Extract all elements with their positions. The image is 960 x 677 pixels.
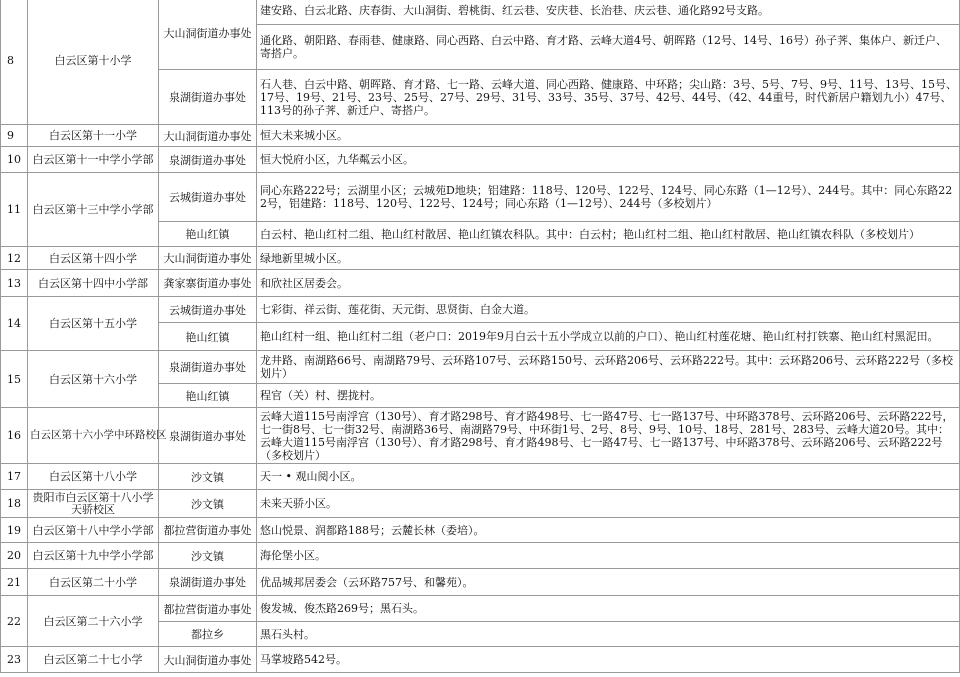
district-office: 沙文镇 [159,464,257,490]
zone-description: 同心东路222号；云湖里小区；云城苑D地块；铝建路：118号、120号、122号、124号、同心东路（1—12号）、244号。其中：同心东路222号，铝建路：118号、120号、122号、124号；同心东路（1—12号）、244号（多校划片） [257,173,960,222]
zone-description: 马掌坡路542号。 [257,647,960,673]
school-name: 白云区第十一中学小学部 [28,147,159,173]
zone-description: 俊发城、俊杰路269号；黑石头。 [257,596,960,622]
district-office: 泉湖街道办事处 [159,351,257,384]
school-name: 白云区第十八中学小学部 [28,518,159,543]
row-number: 10 [1,147,28,173]
district-office: 艳山红镇 [159,384,257,408]
district-office: 龚家寨街道办事处 [159,270,257,297]
zone-description: 石人巷、白云中路、朝晖路、育才路、七一路、云峰大道、同心西路、健康路、中环路；尖山路：3号、5号、7号、9号、11号、13号、15号、17号、19号、21号、23号、25号、27号、29号、31号、33号、35号、37号、42号、44号、（42、44重号，时代新居户籍划九小）47号、113号的孙子荠、新迁户、寄搭户。 [257,70,960,125]
row-number: 18 [1,490,28,518]
zone-description: 云峰大道115号南浮宫（130号）、育才路298号、育才路498号、七一路47号、七一路137号、中环路378号、云环路206号、云环路222号，七一街8号、七一街32号、南湖路36号、南湖路79号、中环街1号、2号、8号、9号、10号、18号、281号、283号、云峰大道20号。其中：云峰大道115号南浮宫（130号）、育才路298号、育才路498号、七一路47号、七一路137号、中环路378号、云环路206号、云环路222号（多校划片） [257,408,960,464]
school-name: 白云区第二十七小学 [28,647,159,673]
row-number: 23 [1,647,28,673]
row-number: 15 [1,351,28,408]
zone-description: 龙井路、南湖路66号、南湖路79号、云环路107号、云环路150号、云环路206号、云环路222号。其中：云环路206号、云环路222号（多校划片） [257,351,960,384]
district-office: 大山洞街道办事处 [159,647,257,673]
table-row [1,543,960,569]
table-row [1,147,960,173]
row-number: 19 [1,518,28,543]
zone-description: 天一 • 观山阅小区。 [257,464,960,490]
district-office: 都拉营街道办事处 [159,596,257,622]
row-number: 11 [1,173,28,247]
table-row [1,125,960,147]
school-name: 白云区第十五小学 [28,297,159,351]
zone-description: 通化路、朝阳路、春雨巷、健康路、同心西路、白云中路、育才路、云峰大道4号、朝晖路（12号、14号、16号）孙子荠、集体户、新迁户、寄搭户。 [257,25,960,70]
school-name: 白云区第十小学 [28,0,159,125]
table-row [1,270,960,297]
zone-description: 恒大未来城小区。 [257,125,960,147]
row-number: 16 [1,408,28,464]
district-office: 沙文镇 [159,543,257,569]
table-row [1,0,960,25]
district-office: 泉湖街道办事处 [159,70,257,125]
table-row [1,408,960,464]
zone-description: 艳山红村一组、艳山红村二组（老户口：2019年9月白云十五小学成立以前的户口）、艳山红村莲花塘、艳山红村打铁寨、艳山红村黑泥田。 [257,323,960,351]
row-number: 13 [1,270,28,297]
district-office: 都拉营街道办事处 [159,518,257,543]
district-office: 大山洞街道办事处 [159,247,257,270]
table-row [1,518,960,543]
school-name: 白云区第十六小学中环路校区 [28,408,159,464]
row-number: 9 [1,125,28,147]
school-name: 白云区第十三中学小学部 [28,173,159,247]
district-office: 都拉乡 [159,622,257,647]
table-row [1,647,960,673]
table-row [1,247,960,270]
school-name: 白云区第十一小学 [28,125,159,147]
row-number: 20 [1,543,28,569]
row-number: 8 [1,0,28,125]
school-name: 白云区第十四小学 [28,247,159,270]
school-name: 贵阳市白云区第十八小学天骄校区 [28,490,159,518]
district-office: 艳山红镇 [159,222,257,247]
table-row [1,596,960,622]
table-row [1,173,960,222]
zone-description: 七彩街、祥云街、莲花街、天元街、思贤街、白金大道。 [257,297,960,323]
district-office: 云城街道办事处 [159,297,257,323]
district-office: 泉湖街道办事处 [159,147,257,173]
district-office: 泉湖街道办事处 [159,408,257,464]
table-row [1,490,960,518]
school-name: 白云区第十四中小学部 [28,270,159,297]
zone-description: 海伦堡小区。 [257,543,960,569]
district-office: 云城街道办事处 [159,173,257,222]
school-name: 白云区第二十小学 [28,569,159,596]
zone-description: 优品城邦居委会（云环路757号、和馨苑）。 [257,569,960,596]
table-row [1,464,960,490]
school-name: 白云区第二十六小学 [28,596,159,647]
district-office: 泉湖街道办事处 [159,569,257,596]
zone-description: 悠山悦景、润都路188号；云麓长林（委培）。 [257,518,960,543]
zone-description: 建安路、白云北路、庆春街、大山洞街、碧桃街、红云巷、安庆巷、长治巷、庆云巷、通化路92号支路。 [257,0,960,25]
zone-description: 白云村、艳山红村二组、艳山红村散居、艳山红镇农科队。其中：白云村；艳山红村二组、艳山红村散居、艳山红镇农科队（多校划片） [257,222,960,247]
school-name: 白云区第十八小学 [28,464,159,490]
zone-description: 绿地新里城小区。 [257,247,960,270]
zone-description: 恒大悦府小区，九华粼云小区。 [257,147,960,173]
zone-description: 程官（关）村、摆拢村。 [257,384,960,408]
zone-description: 黑石头村。 [257,622,960,647]
table-row [1,351,960,384]
district-office: 大山洞街道办事处 [159,0,257,70]
table-row [1,297,960,323]
district-office: 艳山红镇 [159,323,257,351]
zone-description: 和欣社区居委会。 [257,270,960,297]
school-name: 白云区第十六小学 [28,351,159,408]
row-number: 17 [1,464,28,490]
district-office: 沙文镇 [159,490,257,518]
table-row [1,569,960,596]
school-name: 白云区第十九中学小学部 [28,543,159,569]
row-number: 21 [1,569,28,596]
row-number: 14 [1,297,28,351]
row-number: 12 [1,247,28,270]
zone-description: 未来天骄小区。 [257,490,960,518]
row-number: 22 [1,596,28,647]
district-office: 大山洞街道办事处 [159,125,257,147]
